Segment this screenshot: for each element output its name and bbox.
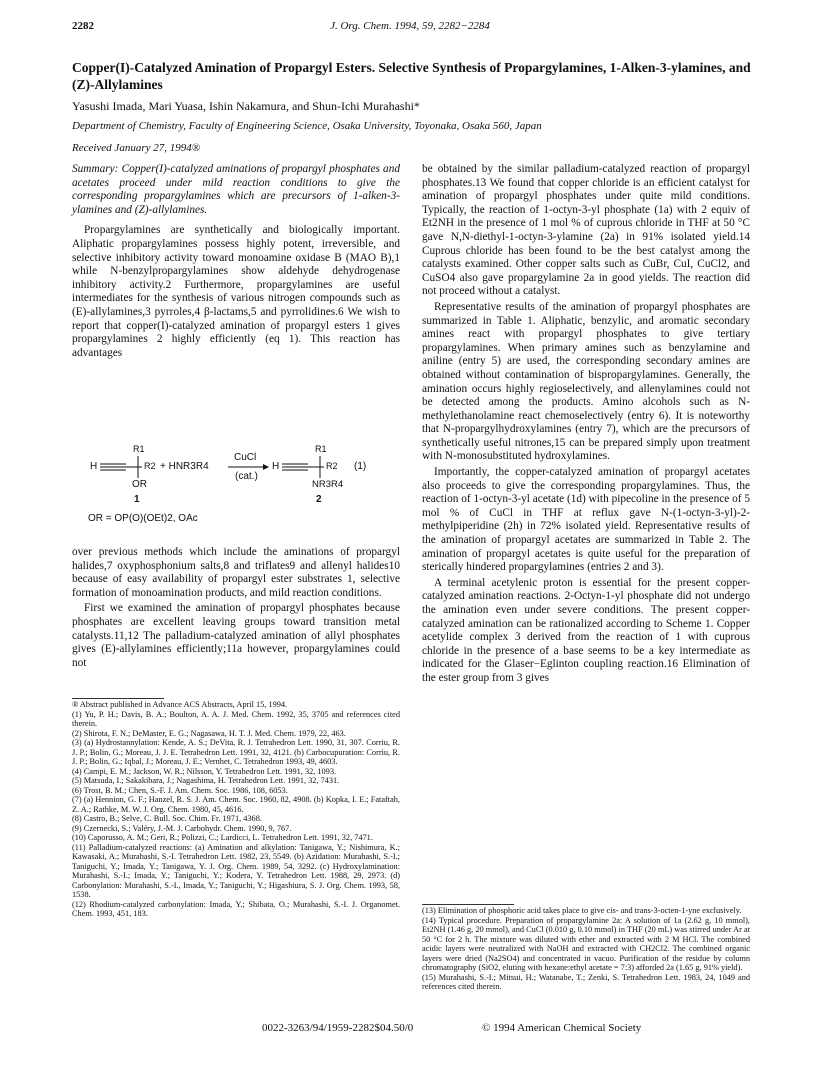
footnote: (7) (a) Hennion, G. F.; Hanzel, R. S. J. Am. Chem. Soc. 1960, 82, 4908. (b) Kopka, I. E.; Fataftah, Z. A.; Rathke, M. W. J. Org. Chem. 1980, 45, 4616. <box>72 795 400 814</box>
footnote: (9) Czernecki, S.; Valéry, J.-M. J. Carbohydr. Chem. 1990, 9, 767. <box>72 823 292 833</box>
author-list: Yasushi Imada, Mari Yuasa, Ishin Nakamura, and Shun-Ichi Murahashi* <box>72 99 420 113</box>
amine-reagent: + HNR3R4 <box>160 461 209 472</box>
product-r2: R2 <box>326 461 338 471</box>
mechanism-paragraph: A terminal acetylenic proton is essential for the present copper-catalyzed amination reactions. 2-Octyn-1-yl phosphate did not undergo the amination even under severe conditions. The present copper-catalyzed amination can be rationalized according to Scheme 1. Copper acetylide complex 3 derived from the reaction of 1 with cuprous chloride in the presence of a base seems to be a key intermediate as indicated for the Glaser−Eglinton coupling reaction.16 Elimination of the ester group from 3 gives <box>422 576 750 684</box>
received-date: Received January 27, 1994® <box>72 142 201 154</box>
reactant-r2: R2 <box>144 461 156 471</box>
left-footnote-rule <box>72 698 164 699</box>
product-h: H <box>272 461 280 472</box>
footnote: (10) Caporusso, A. M.; Geri, R.; Polizzi, C.; Lardicci, L. Tetrahedron Lett. 1991, 32, 7471. <box>72 833 373 842</box>
page-number: 2282 <box>72 20 94 32</box>
right-footnotes <box>422 906 750 992</box>
catalyst-label: CuCl <box>234 452 257 463</box>
footnote: (5) Matsuda, I.; Sakakibara, J.; Nagashima, H. Tetrahedron Lett. 1991, 32, 7431. <box>72 776 340 785</box>
footnote: (15) Murahashi, S.-I.; Mitsui, H.; Watanabe, T.; Zenki, S. Tetrahedron Lett. 1983, 24, 1049 and references cited therein. <box>422 972 750 991</box>
footer-copyright: © 1994 American Chemical Society <box>482 1022 642 1034</box>
or-definition: OR = OP(O)(OEt)2, OAc <box>88 513 198 524</box>
footnote: (4) Campi, E. M.; Jackson, W. R.; Nilsson, Y. Tetrahedron Lett. 1991, 32, 1093. <box>72 766 337 776</box>
footnote: (3) (a) Hydrostannylation: Kende, A. S.; DeVita, R. J. Tetrahedron Lett. 1990, 31, 307. Corriu, R. J. P.; Bolin, G.; Moreau, J. J. E. Tetrahedron Lett. 1991, 32, 4121. (b) Carbocupuration: Corriu, R. J. P.; Bolin, G.; Iqbal, J.; Moreau, J. E.; Vernhet, C. Tetrahedron 1993, 49, 4603. <box>72 738 400 766</box>
footnote: (14) Typical procedure. Preparation of propargylamine 2a: A solution of 1a (2.62 g, 10 mmol), Et2NH (1.46 g, 20 mmol), and CuCl (0.010 g, 0.10 mmol) in THF (20 mL) was stirred under Ar at 50 °C for 2 h. The mixture was diluted with ether and extracted with 2 M HCl. The combined acidic layers were neutralized with NaOH and extracted with CH2Cl2. The combined organic layers were dried (Na2SO4) and concentrated in vacuo. Purification of the residue by column chromatography (SiO2, eluting with hexane:ethyl acetate = 7:3) afforded 2a (1.65 g, 91% yield). <box>422 915 750 972</box>
compound-1-label: 1 <box>134 494 140 505</box>
reactant-h: H <box>90 461 98 472</box>
affiliation: Department of Chemistry, Faculty of Engineering Science, Osaka University, Toyonaka, Osaka 560, Japan <box>72 120 542 132</box>
footnote: (1) Yu, P. H.; Davis, B. A.; Boulton, A. A. J. Med. Chem. 1992, 35, 3705 and references cited therein. <box>72 709 400 728</box>
reactant-or: OR <box>132 479 147 490</box>
catalyst-note: (cat.) <box>235 471 258 482</box>
summary-paragraph: Summary: Copper(I)-catalyzed aminations of propargyl phosphates and acetates proceed under mild reaction conditions to give the corresponding propargylamines which are precursors of 1-alken-3-ylamines and (Z)-allylamines. <box>72 163 400 216</box>
reactant-r1: R1 <box>133 444 145 454</box>
reaction-scheme <box>88 443 408 543</box>
left-column-bottom <box>72 546 400 670</box>
product-amine-group: NR3R4 <box>312 479 344 490</box>
right-column <box>422 163 750 686</box>
compound-2-label: 2 <box>316 494 322 505</box>
footer-code: 0022-3263/94/1959-2282$04.50/0 <box>262 1022 414 1034</box>
footnote: ® Abstract published in Advance ACS Abstracts, April 15, 1994. <box>72 700 288 709</box>
article-title: Copper(I)-Catalyzed Amination of Propargyl Esters. Selective Synthesis of Propargylamines, 1-Alken-3-ylamines, and (Z)-Allylamines <box>72 60 751 92</box>
right-footnote-rule <box>422 904 514 905</box>
left-column-top <box>72 163 400 360</box>
footnote: (8) Castro, B.; Selve, C. Bull. Soc. Chim. Fr. 1971, 4368. <box>72 814 262 823</box>
copper-catalyst-paragraph: be obtained by the similar palladium-catalyzed reaction of propargyl phosphates.13 We found that copper chloride is an efficient catalyst for amination of propargyl phosphates under quite mild conditions. Typically, the reaction of 1-octyn-3-yl phosphate (1a) with 2 equiv of Et2NH in the presence of 1 mol % of cuprous chloride in THF at 50 °C gave N,N-diethyl-1-octyn-3-ylamine (2a) in 91% isolated yield.14 Cuprous chloride has been found to be the best catalyst among the catalysts examined. Other copper salts such as CuBr, CuI, CuCl2, and CuSO4 also gave propargylamine 2a in good yields. The reaction did not proceed without a catalyst. <box>422 163 750 298</box>
footnote: (12) Rhodium-catalyzed carbonylation: Imada, Y.; Shibata, O.; Murahashi, S.-I. J. Organomet. Chem. 1993, 451, 183. <box>72 899 400 918</box>
table1-results-paragraph: Representative results of the amination of propargyl phosphates are summarized in Table 1. Aliphatic, benzylic, and aromatic secondary amines react with propargyl phosphates to give tertiary propargylamines. When primary amines such as benzylamine and aniline (entry 5) are used, the corresponding secondary amines are obtained without contamination of bispropargylamines. Generally, the amination occurs highly regioselectively, and allenylamines could not be detected among the products. Amino alcohols such as N-methylethanolamine react chemoselectively (entry 6). It is noteworthy that N-propargylhydroxylamines (entry 7), which are the precursors of synthetically useful nitrones,15 can be prepared simply upon treatment with N-monosubstituted hydroxylamines. <box>422 300 750 463</box>
footnote: (2) Shirota, F. N.; DeMaster, E. G.; Nagasawa, H. T. J. Med. Chem. 1979, 22, 463. <box>72 728 346 738</box>
footnote: (11) Palladium-catalyzed reactions: (a) Amination and alkylation: Tanigawa, Y.; Nishimura, K.; Kawasaki, A.; Murahashi, S.-I. Tetrahedron Lett. 1982, 23, 5549. (b) Azidation: Murahashi, S.-I.; Taniguchi, Y.; Imada, Y.; Tanigawa, Y. J. Org. Chem. 1989, 54, 3292. (c) Hydroxylamination: Murahashi, S.-I.; Imada, Y.; Taniguchi, Y.; Kodera, Y. Tetrahedron Lett. 1988, 29, 2973. (d) Carbonylation: Murahashi, S.-I., Imada, Y.; Taniguchi, Y.; Higashiura, S. J. Org. Chem. 1993, 58, 1538. <box>72 842 400 899</box>
footnote: (6) Trost, B. M.; Chen, S.-F. J. Am. Chem. Soc. 1986, 108, 6053. <box>72 785 288 795</box>
phosphates-paragraph: First we examined the amination of propargyl phosphates because phosphates are excellent leaving groups toward transition metal catalysts.11,12 The palladium-catalyzed amination of allyl phosphates gives (E)-allylamines efficiently;11a however, propargylamines could not <box>72 602 400 669</box>
footnote: (13) Elimination of phosphoric acid takes place to give cis- and trans-3-octen-1-yne exclusively. <box>422 906 742 915</box>
equation-number: (1) <box>354 461 367 472</box>
previous-methods-paragraph: over previous methods which include the aminations of propargyl halides,7 oxyphosphonium salts,8 and triflates9 and allenyl halides10 because of easy availability of propargyl ester substrates 1, selective formation of monoamination products, and mild reaction conditions. <box>72 546 400 599</box>
acetates-paragraph: Importantly, the copper-catalyzed amination of propargyl acetates also proceeds to give the corresponding propargylamines. Thus, the reaction of 1-octyn-3-yl acetate (1d) with pipecoline in the presence of 5 mol % of CuCl in THF at reflux gave N-(1-octyn-3-yl)-2-methylpiperidine (2h) in 72% isolated yield. Representative results of the amination of propargyl acetates are summarized in Table 2. The amination of propargyl acetates is quite useful for the preparation of sterically hindered propargylamines (entries 2 and 3). <box>422 466 750 574</box>
intro-paragraph: Propargylamines are synthetically and biologically important. Aliphatic propargylamines possess highly potent, irreversible, and selective inhibitory activity toward monoamine oxidase B (MAO B),1 while N-benzylpropargylamines show aldehyde dehydrogenase inhibitory activity.2 Furthermore, propargylamines are useful intermediates for the synthesis of various nitrogen compounds such as (E)-allylamines,3 pyrroles,4 β-lactams,5 and pyrrolidines.6 We wish to report that copper(I)-catalyzed amination of propargyl esters 1 gives propargylamines 2 highly efficiently (eq 1). This reaction has advantages <box>72 224 400 359</box>
product-r1: R1 <box>315 444 327 454</box>
left-footnotes <box>72 700 400 919</box>
journal-citation: J. Org. Chem. 1994, 59, 2282−2284 <box>330 20 490 32</box>
